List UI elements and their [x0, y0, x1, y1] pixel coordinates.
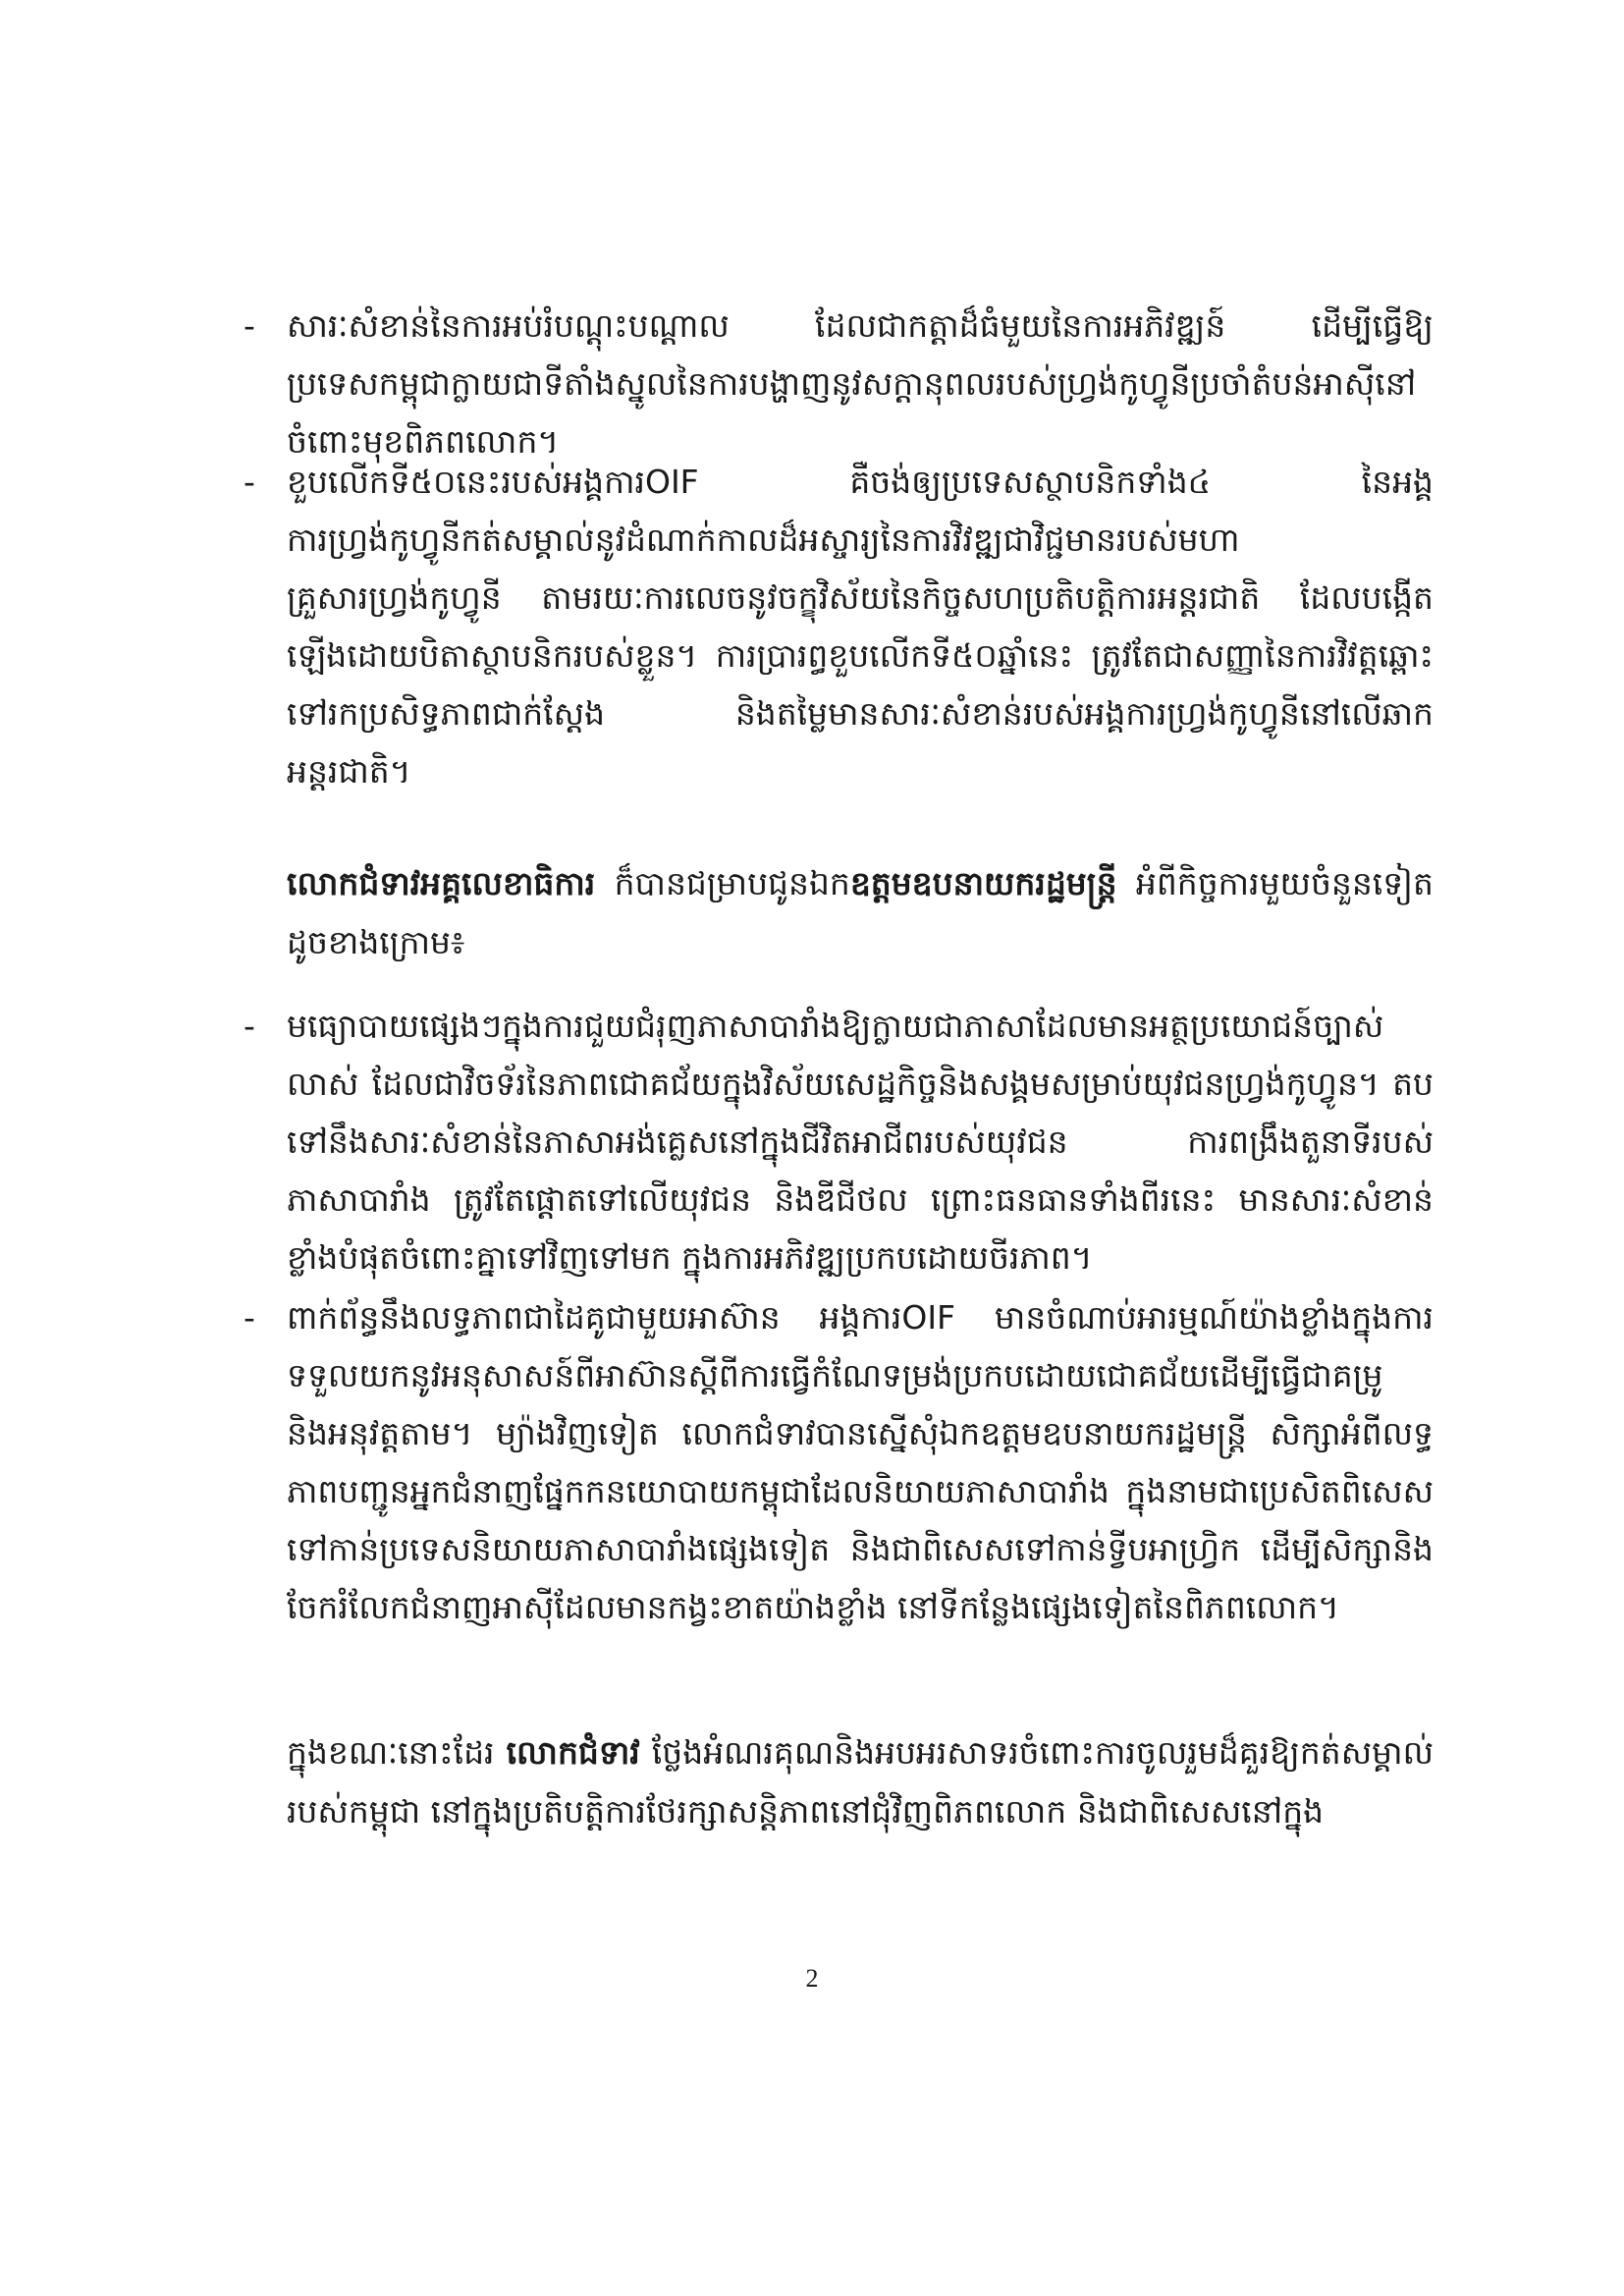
list-item	[236, 1288, 1434, 1636]
page-number: 2	[805, 1964, 819, 1993]
paragraph-text: ក៏បានជម្រាបជូនឯក	[595, 864, 850, 902]
bullet-dash: -	[244, 1298, 255, 1337]
bullet-text: ពាក់ព័ន្ធនឹងលទ្ធភាពជាដៃគូជាមួយអាស៊ាន អង្គការOIF មានចំណាប់អារម្មណ៍យ៉ាងខ្លាំងក្នុងការទទួលយកនូវអនុសាសន៍ពីអាស៊ានស្តីពីការធ្វើកំណែទម្រង់ប្រកបដោយជោគជ័យដើម្បីធ្វើជាគម្រូ និងអនុវត្តតាម។ ម្យ៉ាងវិញទៀត លោកជំទាវបានស្នើសុំឯកឧត្តមឧបនាយករដ្ឋមន្ត្រី សិក្សាអំពីលទ្ធភាពបញ្ជូនអ្នកជំនាញផ្នែកកនយោបាយកម្ពុជាដែលនិយាយភាសាបារាំង ក្នុងនាមជាប្រេសិតពិសេសទៅកាន់ប្រទេសនិយាយភាសាបារាំងផ្សេងទៀត និងជាពិសេសទៅកាន់ទ្វីបអាហ្វ្រិក ដើម្បីសិក្សានិងចែករំលែកជំនាញអាស៊ីដែលមានកង្វះខាតយ៉ាងខ្លាំង នៅទីកន្លែងផ្សេងទៀតនៃពិភពលោក។	[287, 1298, 1434, 1626]
bullet-text: ខួបលើកទី៥០នេះរបស់អង្គការOIF គឺចង់ឲ្យប្រទេសស្ថាបនិកទាំង៤ នៃអង្គការហ្វ្រង់កូហ្វូនីកត់សម្គាល់នូវដំណាក់កាលដ៏អស្ចារ្យនៃការវិវឌ្ឍជាវិជ្ជមានរបស់មហាគ្រួសារហ្វ្រង់កូហ្វូនី តាមរយៈការលេចនូវចក្ខុវិស័យនៃកិច្ចសហប្រតិបត្តិការអន្តរជាតិ ដែលបង្កើតឡើងដោយបិតាស្ថាបនិករបស់ខ្លួន។ ការប្រារព្ធខួបលើកទី៥០ឆ្នាំនេះ ត្រូវតែជាសញ្ញានៃការវិវត្តឆ្ពោះទៅរកប្រសិទ្ធភាពជាក់ស្ដែង និងតម្លៃមានសារៈសំខាន់របស់អង្គការហ្វ្រង់កូហ្វូនីនៅលើឆាកអន្តរជាតិ។	[287, 463, 1434, 791]
bullet-dash: -	[244, 306, 255, 345]
bold-title: លោកជំទាវ	[506, 1733, 640, 1772]
bullet-dash: -	[244, 463, 255, 501]
bullet-text: សារៈសំខាន់នៃការអប់រំបណ្ដុះបណ្ដាល ដែលជាកត្តាដ៏ធំមួយនៃការអភិវឌ្ឍន៍ ដើម្បីធ្វើឱ្យប្រទេសកម្ពុជាក្លាយជាទីតាំងស្នូលនៃការបង្ហាញនូវសក្ដានុពលរបស់ហ្វ្រង់កូហ្វូនីប្រចាំតំបន់អាស៊ីនៅចំពោះមុខពិភពលោក។	[287, 306, 1434, 461]
bold-title: ឧត្តមឧបនាយករដ្ឋមន្ត្រី	[849, 864, 1117, 902]
list-item	[236, 297, 1434, 461]
paragraph-intro	[287, 854, 1434, 972]
paragraph-text: អំពីកិច្ចការមួយចំនួនទៀត ដូចខាងក្រោម៖	[287, 864, 1434, 961]
bold-title: លោកជំទាវអគ្គលេខាធិការ	[287, 864, 596, 902]
list-item	[236, 997, 1434, 1286]
paragraph-closing	[287, 1723, 1434, 1841]
bullet-list-1	[236, 297, 1434, 800]
list-item	[236, 453, 1434, 800]
paragraph-text: ក្នុងខណៈនោះដែរ	[287, 1733, 507, 1772]
bullet-list-2	[236, 997, 1434, 1636]
paragraph-text: ថ្លែងអំណរគុណនិងអបអរសាទរចំពោះការចូលរួមដ៏គួរឱ្យកត់សម្គាល់របស់កម្ពុជា នៅក្នុងប្រតិបត្តិការថែរក្សាសន្តិភាពនៅជុំវិញពិភពលោក និងជាពិសេសនៅក្នុង	[287, 1733, 1434, 1831]
bullet-text: មធ្យោបាយផ្សេងៗក្នុងការជួយជំរុញភាសាបារាំងឱ្យក្លាយជាភាសាដែលមានអត្ថប្រយោជន៍ច្បាស់លាស់ ដែលជាវិចទ័រនៃភាពជោគជ័យក្នុងវិស័យសេដ្ឋកិច្ចនិងសង្គមសម្រាប់យុវជនហ្វ្រង់កូហ្វូន។ តបទៅនឹងសារៈសំខាន់នៃភាសាអង់គ្លេសនៅក្នុងជីវិតអាជីពរបស់យុវជន ការពង្រឹងតួនាទីរបស់ភាសាបារាំង ត្រូវតែផ្ដោតទៅលើយុវជន និងឌីជីថល ព្រោះធនធានទាំងពីរនេះ មានសារៈសំខាន់ខ្លាំងបំផុតចំពោះគ្នាទៅវិញទៅមក ក្នុងការអភិវឌ្ឍប្រកបដោយចីរភាព។	[287, 1007, 1434, 1277]
bullet-dash: -	[244, 1007, 255, 1045]
